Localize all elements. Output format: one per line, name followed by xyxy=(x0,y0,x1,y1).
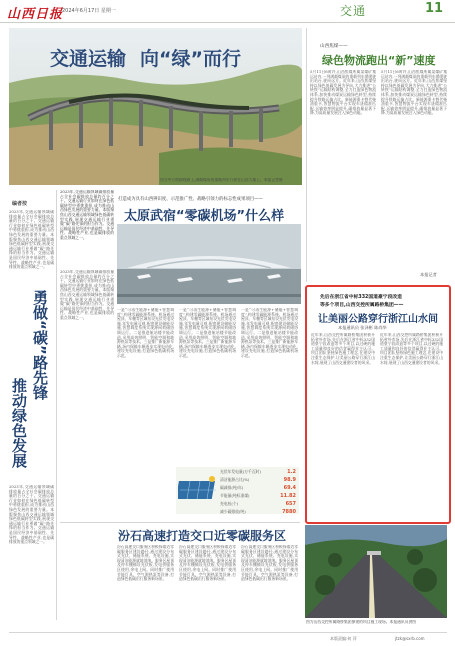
airport-headline: 太原武宿“零碳机场”什么样 xyxy=(124,209,285,224)
commentary-body: 2023年,交通运输领域碳排放量占全社会碳排放总量约百分之十。交通运输行业如何在绿色低碳转型中勇挑重担,成为推动山西绿色发展的重要力量。本版聚焦山西交通运输领域绿色低碳转型实践,展现交通运输行业勇做“碳”路先锋的担当作为。交通运输是国民经济中基础性、先导性、战略性产业,也是碳排放的重点领域之一。 xyxy=(9,485,54,545)
footer-email: jtzk@sxrb.com xyxy=(395,636,425,641)
airport-body-col3: 一是“可再生能源+储能+智慧调度”,构建零碳能源系统。机场通过屋顶、车棚等区域布设光伏发电设施,年发电量可观,配套建设储能设施,智慧调度系统实现源网荷储协调运行。二是推进航站楼节能改造,采用高效照明、智能空调和地源热泵等技术。三是推广新能源车辆,场内保障车辆逐步实现电动化,建设充电设施,打造绿色低碳机场示范。 xyxy=(241,308,298,358)
stat-value: 7880 xyxy=(282,509,296,515)
highway-photo-caption: 图为山西交控所属路桥集团参建的项目施工现场。本报通讯员供图 xyxy=(306,620,417,624)
service-area-body-col1: 汾石高速交口服务区积极探索近零碳服务区建设路径,通过建设分布式光伏、储能系统、充电设施,实现清洁能源就地消纳。服务区屋顶及停车棚铺设光伏板,发电供服务区使用,余电上网。同时推广使用节能灯具、空气源热泵等设备,打造绿色低碳出行服务新场景。 xyxy=(117,545,174,582)
airport-stat-row xyxy=(220,500,296,508)
airport-stat-row xyxy=(220,468,296,476)
airport-stat-row xyxy=(220,476,296,484)
highway-headline: 让美丽公路穿行浙江山水间 xyxy=(318,314,438,325)
highway-aerial-image xyxy=(305,525,447,618)
airport-stat-row xyxy=(220,508,296,516)
highway-kicker-line1: 先后在浙江省中标332国道豪宁段改造 xyxy=(320,295,402,300)
airport-photo xyxy=(117,224,301,304)
highway-kicker-line2: 等多个项目,山西交控所属路桥集团—— xyxy=(320,303,404,308)
section-name: 交通 xyxy=(340,4,367,18)
commentary-vertical-headline-2: 推动绿色发展 xyxy=(10,378,28,468)
service-area-headline: 汾石高速打造交口近零碳服务区 xyxy=(118,529,287,543)
logistics-headline: 绿色物流跑出“新”速度 xyxy=(322,54,436,67)
stat-value: 98.9 xyxy=(283,477,296,483)
feature-headline-part1: 交通运输 xyxy=(50,48,127,70)
newspaper-logo: 山西日报 xyxy=(7,7,64,22)
service-area-body-col3: 汾石高速交口服务区积极探索近零碳服务区建设路径,通过建设分布式光伏、储能系统、充电设施,实现清洁能源就地消纳。服务区屋顶及停车棚铺设光伏板,发电供服务区使用,余电上网。同时推广使用节能灯具、空气源热泵等设备,打造绿色低碳出行服务新场景。 xyxy=(241,545,298,582)
stat-value: 69.4 xyxy=(283,485,296,491)
logistics-body-col2: 5月11日6时许,山西焦煤所属某煤矿集运站内,一列满载煤炭的重载列车缓缓驶出站台,驶向远方。近年来,山西焦煤坚持以绿色低碳发展为导向,大力推进“公转铁”运输结构调整,全力打造绿色物流体系,加快推动煤炭运输绿色转型,持续提升铁路运输占比。新能源重卡替代柴油重卡,智慧物流平台实现车货精准匹配,运输效率明显提升,碳排放量显著下降,为高质量发展注入绿色动能。 xyxy=(381,70,447,116)
airport-aerial-image xyxy=(117,224,301,304)
logistics-byline: 本报记者 xyxy=(420,272,437,277)
logistics-kicker: 山西焦煤—— xyxy=(320,44,348,49)
stat-label: 减少碳排放(吨) xyxy=(220,509,246,514)
stat-value: 1.2 xyxy=(287,469,296,475)
service-area-divider xyxy=(60,522,300,523)
commentary-body-col2: 2023年,交通运输领域碳排放量占全社会碳排放总量约百分之十。交通运输行业如何在绿色低碳转型中勇挑重担,成为推动山西绿色发展的重要力量。本版聚焦山西交通运输领域绿色低碳转型实践,展现交通运输行业勇做“碳”路先锋的担当作为。交通运输是国民经济中基础性、先导性、战略性产业,也是碳排放的重点领域之一。 xyxy=(60,270,114,320)
solar-panel-icon xyxy=(178,475,218,505)
service-area-body-col2: 汾石高速交口服务区积极探索近零碳服务区建设路径,通过建设分布式光伏、储能系统、充电设施,实现清洁能源就地消纳。服务区屋顶及停车棚铺设光伏板,发电供服务区使用,余电上网。同时推广使用节能灯具、空气源热泵等设备,打造绿色低碳出行服务新场景。 xyxy=(179,545,236,582)
stat-value: 11.82 xyxy=(280,493,296,499)
commentary-vertical-headline-1: 勇做“碳”路先锋 xyxy=(31,290,49,400)
airport-kicker: 打造成为具有山西辨识度、示范推广性、战略引领力的标志性成果项目—— xyxy=(118,197,263,202)
stat-label: 清洁能源占比(%) xyxy=(220,477,250,482)
feature-photo-caption: 图为中方铁路线路上,满载煤炭的重载列车行驶在山西大地上。本报记者摄 xyxy=(160,178,283,182)
footer-rule xyxy=(9,632,447,633)
airport-body-col2: 一是“可再生能源+储能+智慧调度”,构建零碳能源系统。机场通过屋顶、车棚等区域布设光伏发电设施,年发电量可观,配套建设储能设施,智慧调度系统实现源网荷储协调运行。二是推进航站楼节能改造,采用高效照明、智能空调和地源热泵等技术。三是推广新能源车辆,场内保障车辆逐步实现电动化,建设充电设施,打造绿色低碳机场示范。 xyxy=(179,308,236,358)
stat-label: 碳减排(吨/年) xyxy=(220,485,244,490)
footer-editor: 本版责编:何 萍 xyxy=(330,636,357,641)
airport-stat-row xyxy=(220,484,296,492)
airport-body-col1: 一是“可再生能源+储能+智慧调度”,构建零碳能源系统。机场通过屋顶、车棚等区域布设光伏发电设施,年发电量可观,配套建设储能设施,智慧调度系统实现源网荷储协调运行。二是推进航站楼节能改造,采用高效照明、智能空调和地源热泵等技术。三是推广新能源车辆,场内保障车辆逐步实现电动化,建设充电设施,打造绿色低碳机场示范。 xyxy=(117,308,174,358)
stat-label: 节能量(吨标准煤) xyxy=(220,493,250,498)
commentary-lead: 2023年,交通运输领域碳排放量占全社会碳排放总量约百分之十。交通运输行业如何在绿色低碳转型中勇挑重担,成为推动山西绿色发展的重要力量。本版聚焦山西交通运输领域绿色低碳转型实践,展现交通运输行业勇做“碳”路先锋的担当作为。交通运输是国民经济中基础性、先导性、战略性产业,也是碳排放的重点领域之一。 xyxy=(9,210,54,270)
highway-byline: 本报通讯员 张泽彬 陈尚华 xyxy=(338,325,387,330)
airport-stats-panel xyxy=(176,467,299,514)
stat-label: 光伏年发电量(万千瓦时) xyxy=(220,469,261,474)
commentary-intro: 2023年,交通运输领域碳排放量占全社会碳排放总量约百分之十。交通运输行业如何在绿色低碳转型中勇挑重担,成为推动山西绿色发展的重要力量。本版聚焦山西交通运输领域绿色低碳转型实践,展现交通运输行业勇做“碳”路先锋的担当作为。交通运输是国民经济中基础性、先导性、战略性产业,也是碳排放的重点领域之一。 xyxy=(60,190,114,240)
stat-value: 657 xyxy=(285,501,296,507)
stat-label: 充电桩(个) xyxy=(220,501,239,506)
page-number: 11 xyxy=(425,1,444,16)
column-divider xyxy=(306,28,307,282)
commentary-label: 编者按 xyxy=(12,201,28,207)
highway-body-col1: 近年来,山西交控所属路桥集团积极开拓省外市场,先后在浙江省中标332国道豪宁段改造等多个项目,以过硬的施工质量和良好的信誉赢得业主认可。项目团队坚持绿色施工理念,在建设中注重生态保护,让美丽公路穿行浙江山水间,展现了山西交通建设者的风采。 xyxy=(311,333,375,365)
feature-headline xyxy=(50,44,241,71)
issue-date: 2024年6月17日 星期一 xyxy=(62,8,116,14)
feature-headline-part2: 向“绿”而行 xyxy=(140,48,241,70)
highway-photo xyxy=(305,525,447,618)
commentary-divider xyxy=(56,190,57,620)
logistics-body: 5月11日6时许,山西焦煤所属某煤矿集运站内,一列满载煤炭的重载列车缓缓驶出站台,驶向远方。近年来,山西焦煤坚持以绿色低碳发展为导向,大力推进“公转铁”运输结构调整,全力打造绿色物流体系,加快推动煤炭运输绿色转型,持续提升铁路运输占比。新能源重卡替代柴油重卡,智慧物流平台实现车货精准匹配,运输效率明显提升,碳排放量显著下降,为高质量发展注入绿色动能。 xyxy=(310,70,376,116)
highway-body-col2: 近年来,山西交控所属路桥集团积极开拓省外市场,先后在浙江省中标332国道豪宁段改造等多个项目,以过硬的施工质量和良好的信誉赢得业主认可。项目团队坚持绿色施工理念,在建设中注重生态保护,让美丽公路穿行浙江山水间,展现了山西交通建设者的风采。 xyxy=(380,333,443,365)
airport-stat-row xyxy=(220,492,296,500)
